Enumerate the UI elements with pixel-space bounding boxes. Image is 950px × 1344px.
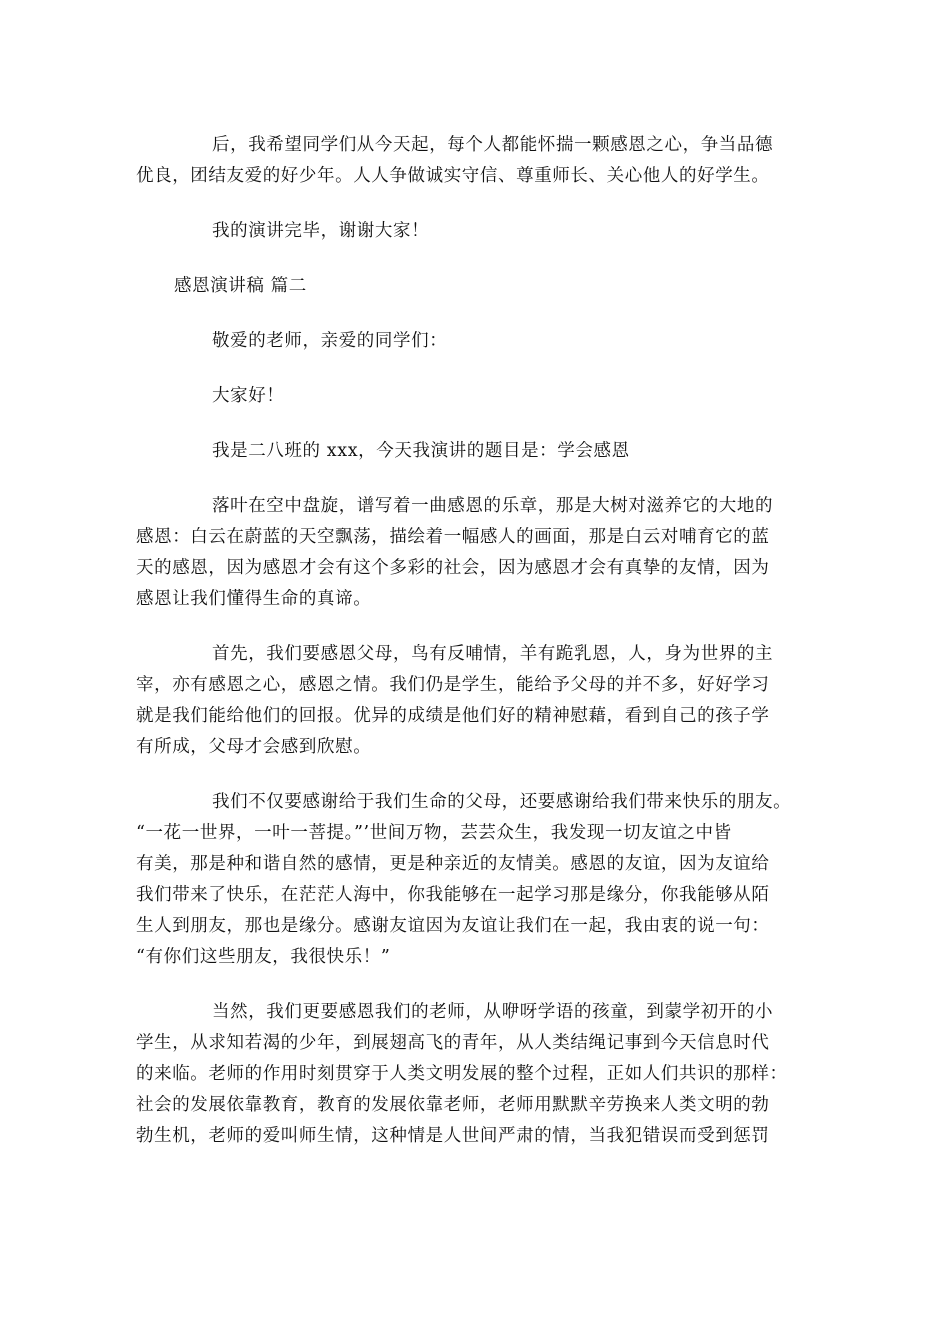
text-line: “一花一世界，一叶一菩提。”’世间万物，芸芸众生，我发现一切友谊之中皆 [136, 823, 732, 843]
text-line: 学生，从求知若渴的少年，到展翅高飞的青年，从人类结绳记事到今天信息时代 [136, 1033, 770, 1053]
paragraph [136, 639, 816, 763]
text-line: 天的感恩，因为感恩才会有这个多彩的社会，因为感恩才会有真挚的友情，因为 [136, 558, 770, 578]
text-line: 感恩：白云在蔚蓝的天空飘荡，描绘着一幅感人的画面，那是白云对哺育它的蓝 [136, 527, 770, 547]
text-line: 宰，亦有感恩之心，感恩之情。我们仍是学生，能给予父母的并不多，好好学习 [136, 675, 770, 695]
text-line: 社会的发展依靠教育，教育的发展依靠老师，老师用默默辛劳换来人类文明的勃 [136, 1095, 770, 1115]
text-line: 有美，那是种和谐自然的感情，更是种亲近的友情美。感恩的友谊，因为友谊给 [136, 854, 770, 874]
text-line: 首先，我们要感恩父母，鸟有反哺情，羊有跪乳恩，人，身为世界的主 [212, 644, 774, 664]
text-line: 后，我希望同学们从今天起，每个人都能怀揣一颗感恩之心，争当品德 [212, 135, 774, 155]
text-line: 就是我们能给他们的回报。优异的成绩是他们好的精神慰藉，看到自己的孩子学 [136, 706, 770, 726]
text-line: 落叶在空中盘旋，谱写着一曲感恩的乐章，那是大树对滋养它的大地的 [212, 496, 774, 516]
text-line: 我们不仅要感谢给于我们生命的父母，还要感谢给我们带来快乐的朋友。 [212, 792, 792, 812]
paragraph [136, 491, 816, 615]
text-line: 感恩让我们懂得生命的真谛。 [136, 589, 372, 609]
text-line: 当然，我们更要感恩我们的老师，从咿呀学语的孩童，到蒙学初开的小 [212, 1002, 774, 1022]
closing-line: 我的演讲完毕，谢谢大家！ [212, 221, 430, 241]
text-line: 优良，团结友爱的好少年。人人争做诚实守信、尊重师长、关心他人的好学生。 [136, 166, 770, 186]
text-line: 我们带来了快乐，在茫茫人海中，你我能够在一起学习那是缘分，你我能够从陌 [136, 885, 770, 905]
text-line: “有你们这些朋友，我很快乐！” [136, 947, 391, 967]
text-line: 的来临。老师的作用时刻贯穿于人类文明发展的整个过程，正如人们共识的那样： [136, 1064, 788, 1084]
paragraph [136, 130, 816, 192]
text-line: 勃生机，老师的爱叫师生情，这种情是人世间严肃的情，当我犯错误而受到惩罚 [136, 1126, 770, 1146]
paragraph [136, 997, 816, 1152]
text-line: 有所成，父母才会感到欣慰。 [136, 737, 372, 757]
document-page [136, 130, 816, 1152]
text-line: 生人到朋友，那也是缘分。感谢友谊因为友谊让我们在一起，我由衷的说一句： [136, 916, 770, 936]
section-title: 感恩演讲稿 篇二 [174, 276, 307, 296]
intro-line: 我是二八班的 xxx，今天我演讲的题目是：学会感恩 [212, 441, 630, 461]
paragraph [136, 787, 816, 973]
hello-line: 大家好！ [212, 386, 285, 406]
greeting: 敬爱的老师，亲爱的同学们： [212, 331, 448, 351]
